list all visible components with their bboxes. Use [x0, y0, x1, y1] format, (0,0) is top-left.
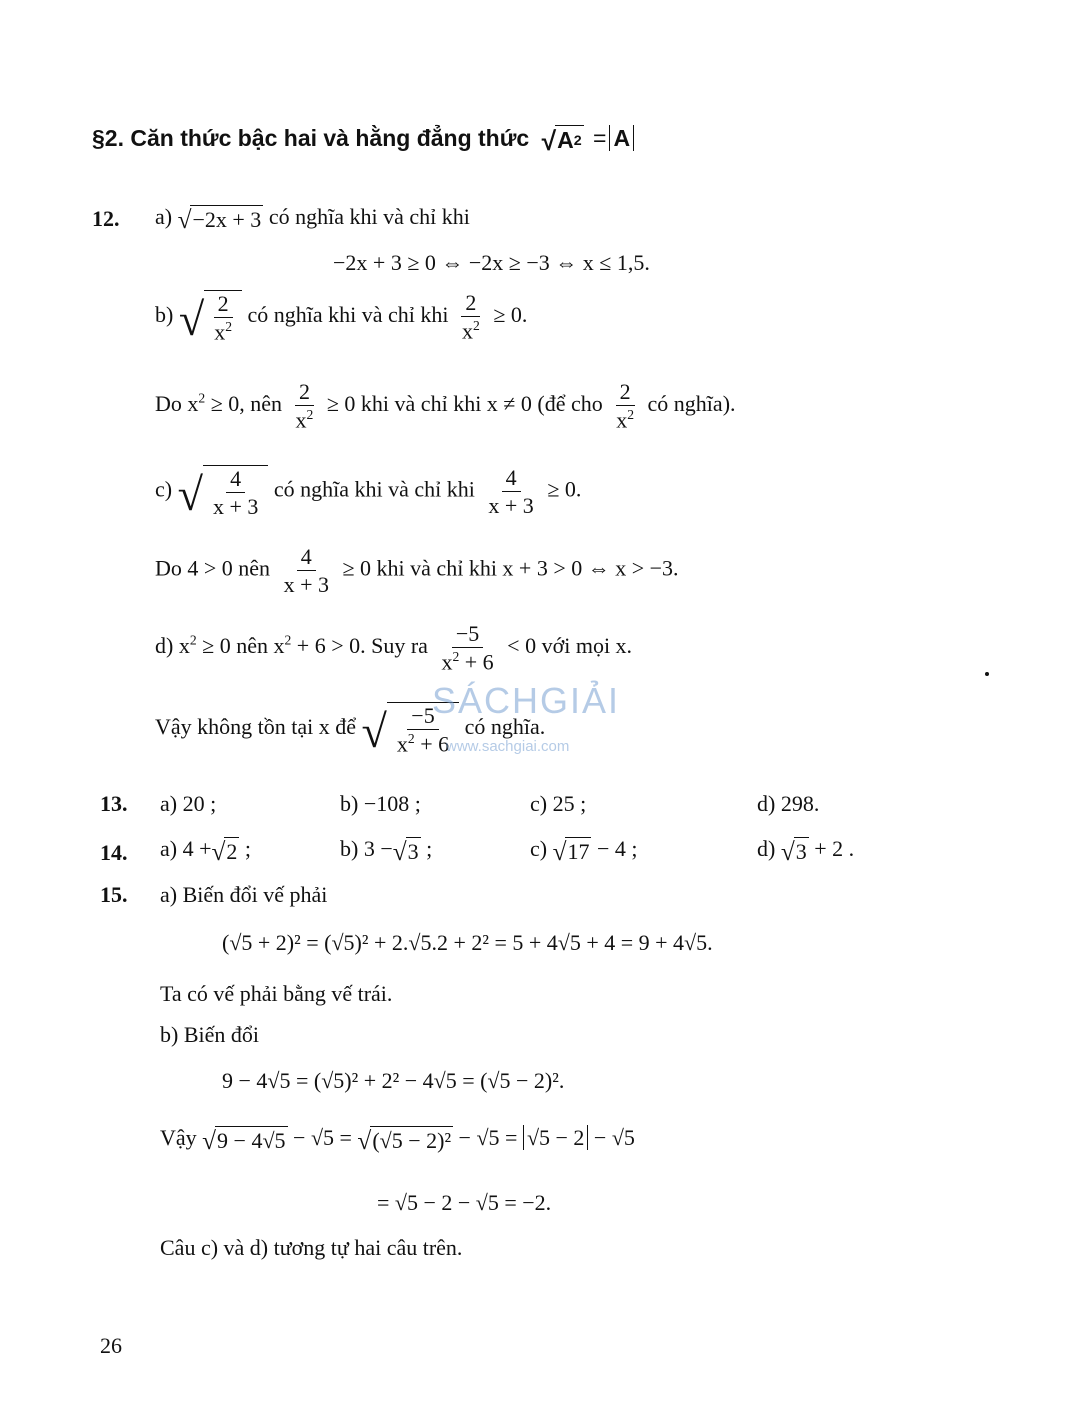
ex14-answer-a: a) 4 + √ 2 ;: [160, 836, 252, 866]
ex14-answer-c: c) √ 17 − 4 ;: [530, 836, 638, 866]
sqrt-icon: √: [211, 837, 226, 866]
ex15-a-equation: (√5 + 2)² = (√5)² + 2.√5.2 + 2² = 5 + 4√5 + 4 = 9 + 4√5.: [222, 930, 713, 955]
ex14-answer-d: d) √ 3 + 2 .: [757, 836, 855, 866]
watermark-url: www.sachgiai.com: [446, 738, 570, 755]
sqrt-icon: √: [780, 837, 795, 866]
ex15-a-label: a) Biến đổi vế phải: [160, 882, 328, 907]
ex12-d-conclusion: Vậy không tồn tại x để √ $\frac{-5}{x^2 + 6}$ có nghĩa.: [155, 703, 546, 758]
title-abs-value: A: [609, 125, 634, 151]
exercise-15-number: 15.: [100, 882, 128, 907]
exercise-12-number: 12.: [92, 206, 120, 231]
sqrt-icon: √: [392, 837, 407, 866]
ex15-b-result: = √5 − 2 − √5 = −2.: [377, 1190, 552, 1215]
sqrt-icon: √: [202, 1126, 217, 1155]
ex15-b-label: b) Biến đổi: [160, 1022, 259, 1047]
ex12-c-explain: Do 4 > 0 nên $\frac{4}{x + 3}$ ≥ 0 khi và chỉ khi x + 3 > 0 ⇔ x > −3.: [155, 544, 679, 598]
ex13-answer-d: d) 298.: [757, 791, 820, 816]
ex13-answer-b: b) −108 ;: [340, 791, 421, 816]
ex13-answer-a: a) 20 ;: [160, 791, 217, 816]
sqrt-icon: √: [178, 294, 205, 346]
ex12-a-sqrt: √ −2x + 3: [177, 205, 262, 234]
ex12-b-fraction: $\frac{2}{x^2}$: [214, 291, 232, 345]
ex13-answer-c: c) 25 ;: [530, 791, 587, 816]
sqrt-icon: √: [177, 468, 203, 520]
title-sqrt: √ A 2: [541, 125, 582, 156]
ex14-answer-b: b) 3 − √ 3 ;: [340, 836, 433, 866]
sqrt-icon: √: [177, 205, 192, 234]
section-title: §2. Căn thức bậc hai và hằng đẳng thức √ A 2 = A: [92, 125, 634, 154]
ex12-b-fraction-2: $\frac{2}{x^2}$: [462, 290, 480, 344]
ex12-a-line: a) √ −2x + 3 có nghĩa khi và chỉ khi: [155, 204, 470, 234]
ex15-b-equation: 9 − 4√5 = (√5)² + 2² − 4√5 = (√5 − 2)².: [222, 1068, 565, 1093]
sqrt-icon: √: [357, 1126, 372, 1155]
ex15-a-conclusion: Ta có vế phải bằng vế trái.: [160, 981, 393, 1006]
ex15-b-vay-line: Vậy √ 9 − 4√5 − √5 = √ (√5 − 2)² − √5 = √5 − 2 − √5: [160, 1125, 635, 1155]
ex12-d-line: d) $x^2 \ge 0$ nên $x^2 + 6 > 0$. Suy ra $\frac{-5}{x^2 + 6}$ < 0 với mọi x.: [155, 621, 633, 675]
exercise-14-number: 14.: [100, 840, 128, 865]
ex12-a-chain: −2x + 3 ≥ 0 ⇔ −2x ≥ −3 ⇔ x ≤ 1,5.: [333, 250, 650, 275]
ex15-note: Câu c) và d) tương tự hai câu trên.: [160, 1235, 463, 1260]
exercise-13-number: 13.: [100, 791, 128, 816]
ex12-b-line: b) √ $\frac{2}{x^2}$ có nghĩa khi và chỉ khi $\frac{2}{x^2}$ ≥ 0.: [155, 290, 528, 346]
ex12-c-sqrt: √ $\frac{4}{x + 3}$: [178, 465, 269, 518]
page-number: 26: [100, 1333, 122, 1358]
ex12-c-line: c) √ $\frac{4}{x + 3}$ có nghĩa khi và chỉ khi $\frac{4}{x + 3}$ ≥ 0.: [155, 465, 582, 520]
sqrt-icon: √: [552, 837, 567, 866]
ex12-b-explain: Do $x^2 \ge 0$, nên $\frac{2}{x^2}$ ≥ 0 khi và chỉ khi x ≠ 0 (để cho $\frac{2}{x^2}$ có nghĩa).: [155, 379, 736, 433]
watermark-logo: SÁCHGIẢI: [432, 680, 621, 721]
section-title-text: §2. Căn thức bậc hai và hằng đẳng thức: [92, 125, 530, 151]
stray-dot: [985, 672, 989, 676]
ex12-b-sqrt: [179, 290, 242, 344]
sqrt-icon: √: [361, 706, 387, 758]
sqrt-icon: √: [541, 125, 557, 156]
